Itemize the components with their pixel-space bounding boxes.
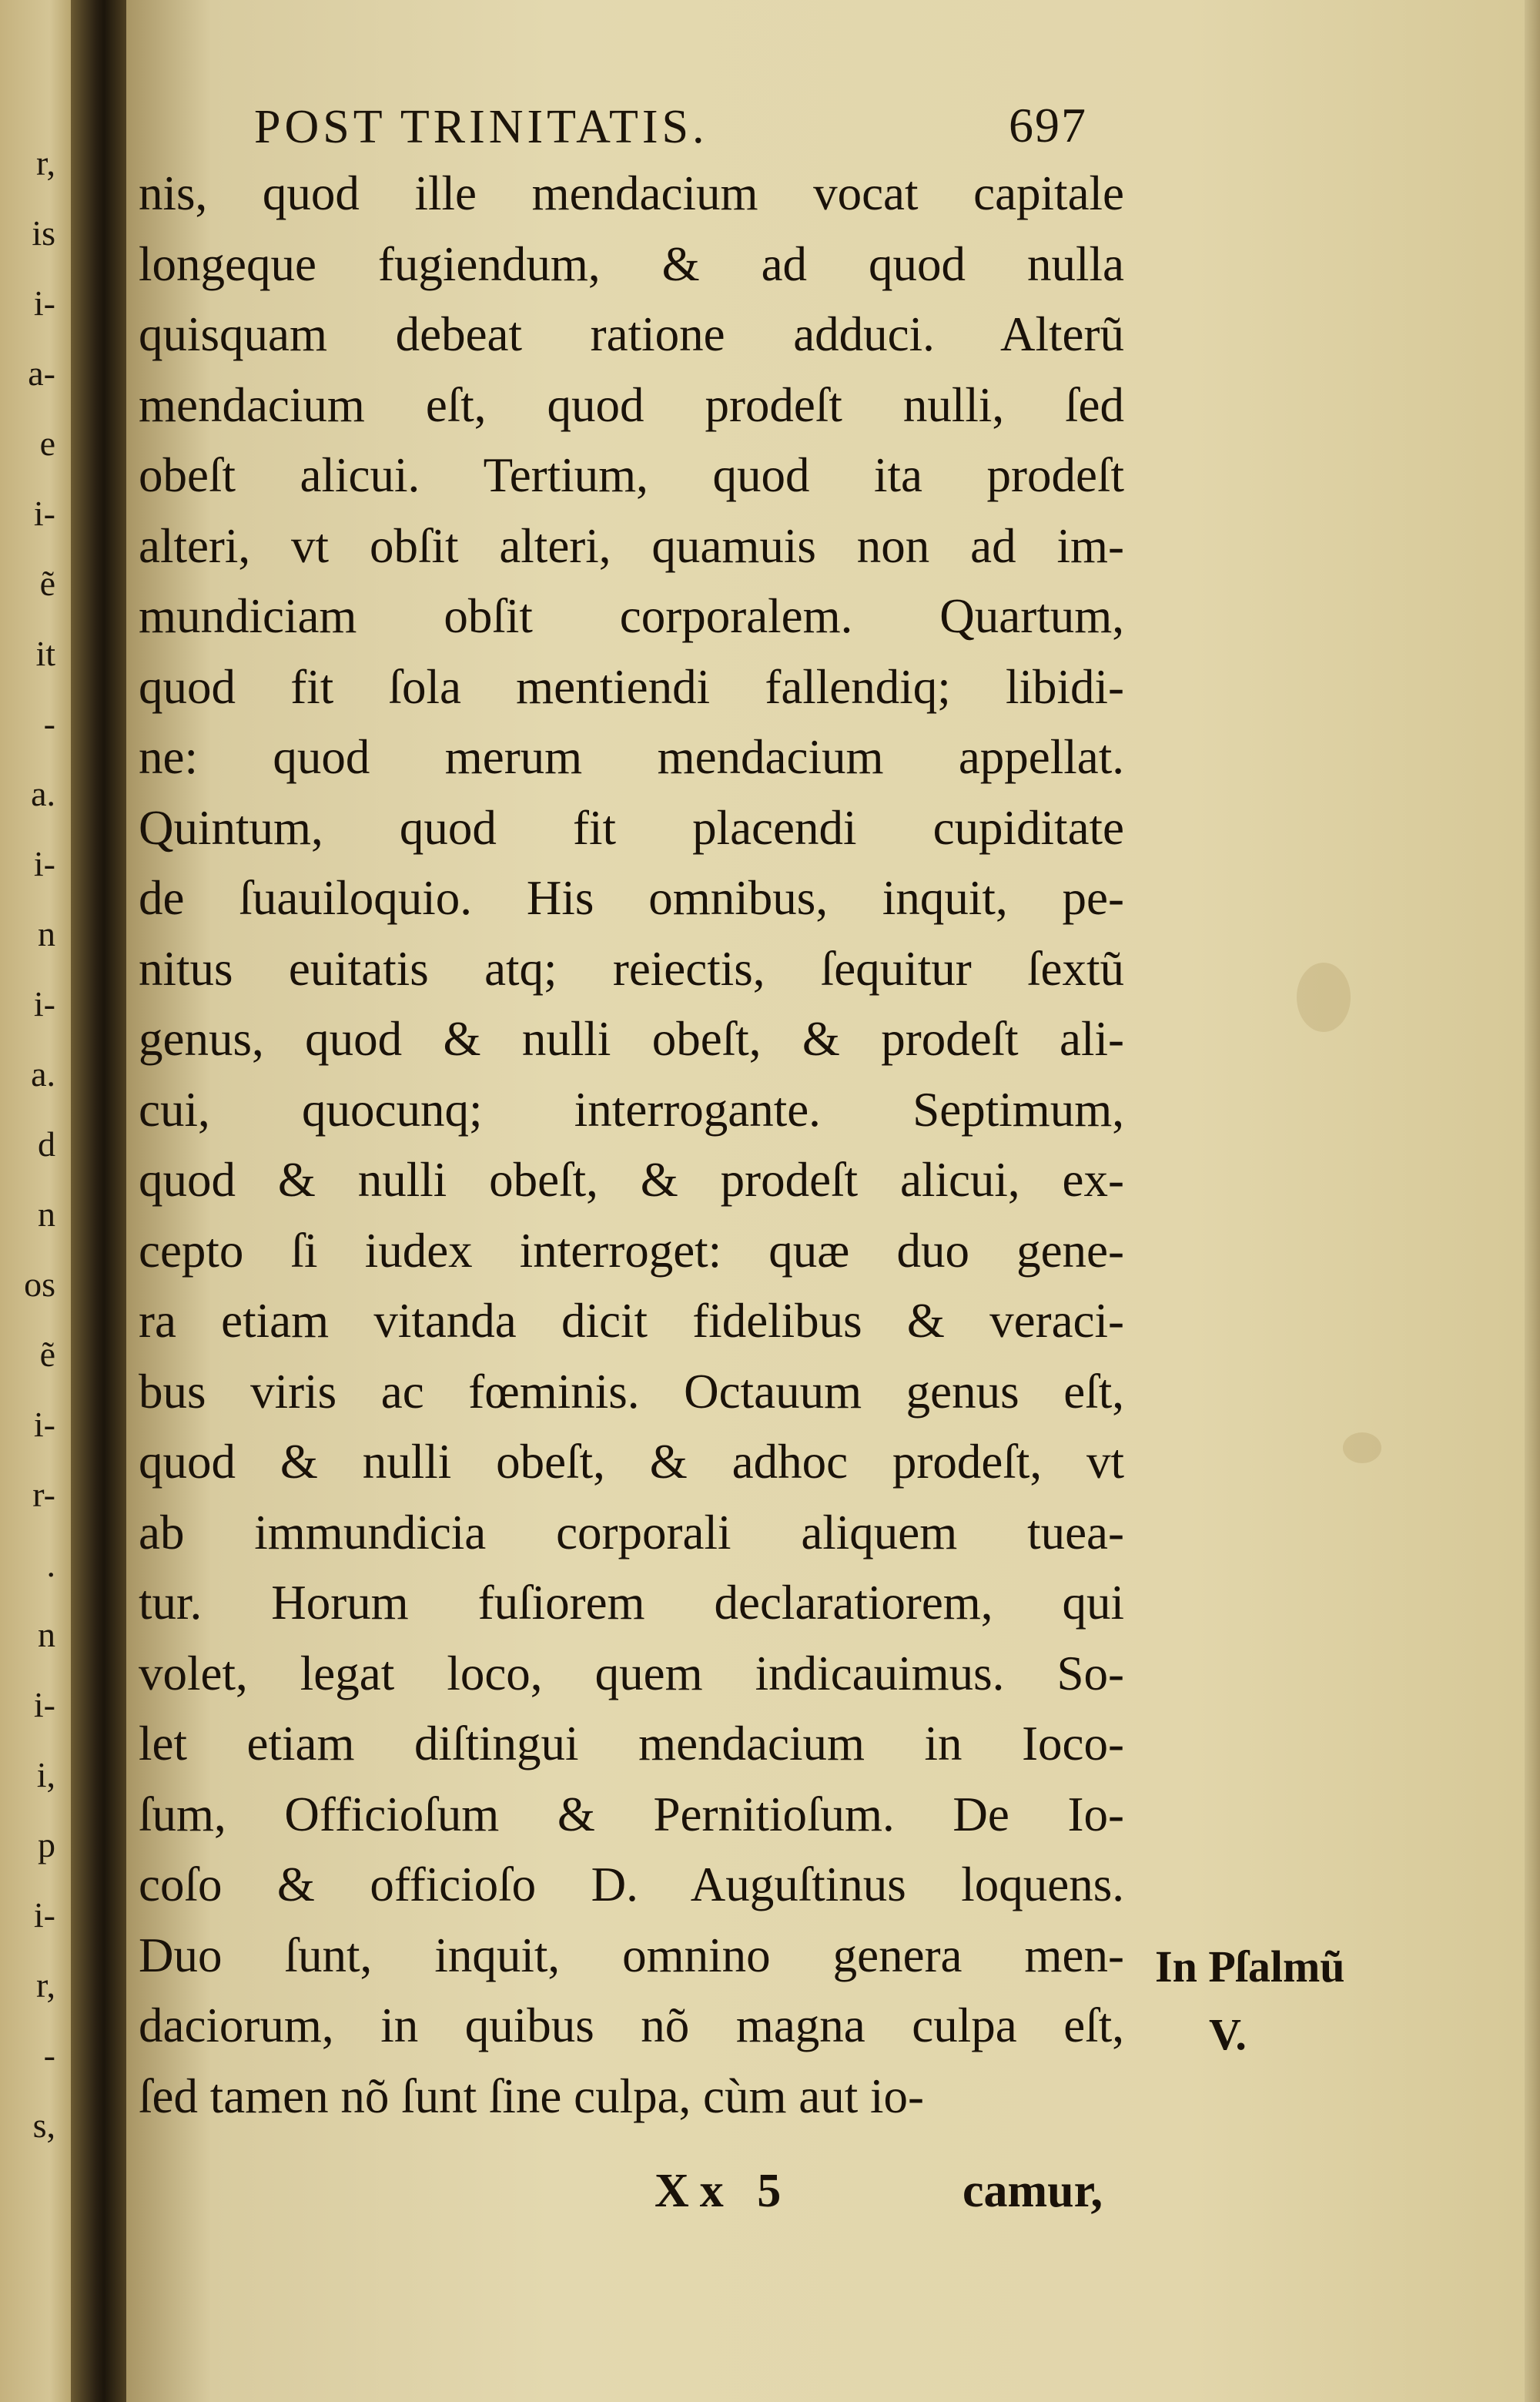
text-line: quod fit ſola mentiendi fallendiq; libidi- [139, 659, 1124, 714]
facing-page-fragment: i, [36, 1755, 55, 1794]
facing-page-fragment: i- [33, 984, 55, 1023]
facing-page-edge [0, 0, 71, 2402]
facing-page-fragment: is [32, 213, 55, 253]
page-footer [631, 2164, 1170, 2233]
signature-mark: Xx 5 [654, 2165, 792, 2217]
facing-page-fragment: i- [33, 494, 55, 533]
facing-page-fragment: i- [33, 283, 55, 323]
catchword: camur, [962, 2165, 1103, 2217]
text-line: genus, quod & nulli obeſt, & prodeſt ali- [139, 1012, 1124, 1066]
text-line: nitus euitatis atq; reiectis, ſequitur ſextũ [139, 941, 1124, 996]
facing-page-fragment: it [35, 634, 55, 673]
page-header [223, 91, 1147, 152]
text-line: Quintum, quod fit placendi cupiditate [139, 800, 1124, 855]
page-stain [1297, 963, 1351, 1032]
facing-page-fragment: r, [36, 1965, 55, 2005]
facing-page-fragment: n [38, 1615, 55, 1654]
text-line: ra etiam vitanda dicit fidelibus & veraci- [139, 1294, 1124, 1348]
marginal-note [1155, 1933, 1386, 2069]
running-head: POST TRINITATIS. [254, 101, 708, 153]
facing-page-fragment: - [43, 2035, 55, 2075]
text-line: tur. Horum fuſiorem declaratiorem, qui [139, 1576, 1124, 1630]
text-line: Duo ſunt, inquit, omnino genera men- [139, 1928, 1124, 1982]
facing-page-fragment: p [38, 1825, 55, 1864]
marginal-note-line: V. [1209, 2009, 1247, 2059]
text-line: quod & nulli obeſt, & adhoc prodeſt, vt [139, 1435, 1124, 1489]
text-line: volet, legat loco, quem indicauimus. So- [139, 1646, 1124, 1700]
facing-page-fragment: . [46, 1545, 55, 1584]
facing-page-fragment: i- [33, 1685, 55, 1724]
facing-page-fragment: a. [31, 774, 55, 813]
text-line: ab immundicia corporali aliquem tuea- [139, 1505, 1124, 1559]
facing-page-fragment: ẽ [39, 1335, 55, 1374]
text-line: de ſuauiloquio. His omnibus, inquit, pe- [139, 871, 1124, 925]
text-line: mendacium eſt, quod prodeſt nulli, ſed [139, 377, 1124, 432]
facing-page-fragment: i- [33, 1405, 55, 1444]
text-line: cepto ſi iudex interroget: quæ duo gene- [139, 1223, 1124, 1278]
facing-page-fragment: r, [36, 143, 55, 183]
text-line: quisquam debeat ratione adduci. Alterũ [139, 307, 1124, 361]
facing-page-fragment: d [38, 1124, 55, 1164]
text-line: obeſt alicui. Tertium, quod ita prodeſt [139, 448, 1124, 502]
facing-page-fragment: s, [32, 2106, 55, 2145]
text-line: ſum, Officioſum & Pernitioſum. De Io- [139, 1787, 1124, 1841]
page-stain [1343, 1432, 1381, 1463]
book-gutter [71, 0, 126, 2402]
facing-page-fragment: os [24, 1265, 55, 1304]
text-line: cui, quocunq; interrogante. Septimum, [139, 1082, 1124, 1137]
facing-page-fragment: a. [31, 1054, 55, 1094]
page-number: 697 [1009, 98, 1087, 152]
text-line: ne: quod merum mendacium appellat. [139, 730, 1124, 784]
text-line: nis, quod ille mendacium vocat capitale [139, 166, 1124, 220]
facing-page-fragment: - [43, 704, 55, 743]
text-line: longeque fugiendum, & ad quod nulla [139, 236, 1124, 291]
facing-page-fragment: n [38, 1194, 55, 1234]
facing-page-fragment: i- [33, 1895, 55, 1935]
page-edge [1525, 0, 1540, 2402]
facing-page-fragment: n [38, 914, 55, 953]
facing-page-fragment: ẽ [39, 564, 55, 603]
text-line: let etiam diſtingui mendacium in Ioco- [139, 1717, 1124, 1771]
text-line: bus viris ac fœminis. Octauum genus eſt, [139, 1364, 1124, 1419]
text-line: daciorum, in quibus nõ magna culpa eſt, [139, 1998, 1124, 2052]
facing-page-fragment: r- [32, 1475, 55, 1514]
facing-page-fragment: i- [33, 844, 55, 883]
text-line: mundiciam obſit corporalem. Quartum, [139, 589, 1124, 643]
text-line: coſo & officioſo D. Auguſtinus loquens. [139, 1858, 1124, 1911]
text-line: ſed tamen nõ ſunt ſine culpa, cùm aut io- [139, 2069, 924, 2123]
body-text [139, 159, 1124, 2132]
facing-page-fragment: a- [28, 353, 55, 393]
facing-page-fragments [2, 128, 55, 2160]
facing-page-fragment: e [39, 424, 55, 463]
text-line: quod & nulli obeſt, & prodeſt alicui, ex- [139, 1153, 1124, 1207]
marginal-note-line: In Pſalmũ [1155, 1941, 1345, 1992]
text-line: alteri, vt obſit alteri, quamuis non ad im- [139, 518, 1124, 573]
